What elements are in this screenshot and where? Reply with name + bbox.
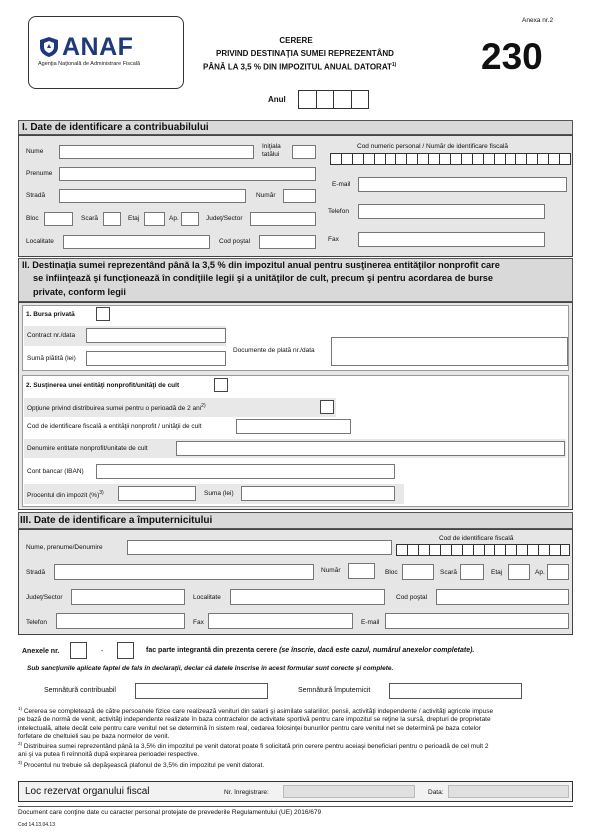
procent-label: Procentul din impozit (%)$^{3)}$ — [27, 490, 104, 500]
localitate-label: Localitate — [26, 238, 54, 245]
iban-field[interactable] — [96, 464, 395, 479]
cod-postal-label: Cod poştal — [219, 238, 251, 245]
note-2: $^{2)}$ Distribuirea sumei reprezentând până la 3,5% din impozitul pe venit datorat poate fi solicitată prin cerere pentru aceiaşi beneficiari pentru o perioadă de cel mult 2 ani şi va putea fi reînnoită după expirarea perioadei respective. — [18, 741, 489, 759]
section-3-title: III. Date de identificare a împuternicitului — [20, 515, 213, 526]
semnatura-imputernicit-label: Semnătură împuternicit — [298, 687, 371, 694]
suma-label: Suma (lei) — [204, 490, 234, 497]
year-input[interactable] — [298, 90, 369, 109]
email-label: E-mail — [332, 181, 351, 188]
imp-cif-boxes[interactable] — [396, 544, 570, 556]
logo-subtitle: Agenţia Naţională de Administrare Fiscală — [38, 61, 141, 67]
sanctiuni-text: Sub sancţiunile aplicate faptei de fals în declaraţii, declar că datele înscrise în acest formular sunt corecte şi complete. — [27, 665, 394, 672]
imp-fax-field[interactable] — [208, 613, 353, 629]
bursa-label: 1. Bursa privată — [26, 311, 75, 318]
imp-bloc-field[interactable] — [402, 564, 434, 580]
procent-field[interactable] — [118, 486, 196, 501]
iban-label: Cont bancar (IBAN) — [27, 468, 84, 475]
cnp-boxes[interactable] — [330, 153, 571, 165]
documente-label: Documente de plată nr./data — [233, 347, 315, 354]
suma-platita-label: Sumă plătită (lei) — [27, 355, 76, 362]
semnatura-contribuabil-label: Semnătură contribuabil — [44, 687, 116, 694]
imp-etaj-label: Etaj — [491, 569, 503, 576]
semnatura-contribuabil-field[interactable] — [135, 683, 268, 699]
etaj-field[interactable] — [144, 212, 165, 226]
section-2-title-1: II. Destinaţia sumei reprezentând până la 3,5 % din impozitul anual pentru susţinerea entităţilor nonprofit care — [22, 260, 500, 270]
imp-email-field[interactable] — [385, 613, 569, 629]
footer-rule — [18, 806, 573, 807]
year-label: Anul — [268, 95, 286, 104]
ap-field[interactable] — [181, 212, 199, 226]
ap-label: Ap. — [169, 215, 179, 222]
fac-parte-text: fac parte integrantă din prezenta cerere (se înscrie, dacă este cazul, numărul anexelor completate). — [146, 647, 475, 654]
title-line-2: PRIVIND DESTINAŢIA SUMEI REPREZENTÂND — [216, 49, 394, 58]
denumire-label: Denumire entitate nonprofit/unitate de cult — [27, 445, 148, 452]
cod-id-field[interactable] — [236, 419, 351, 434]
anexele-from-field[interactable] — [70, 642, 87, 659]
imp-localitate-label: Localitate — [193, 594, 221, 601]
imp-cod-postal-field[interactable] — [436, 589, 569, 605]
initiala-label: Iniţiala — [262, 143, 281, 150]
prenume-label: Prenume — [26, 170, 53, 177]
imp-judet-field[interactable] — [71, 589, 185, 605]
imp-localitate-field[interactable] — [230, 589, 385, 605]
imp-scara-field[interactable] — [460, 564, 484, 580]
fax-field[interactable] — [358, 232, 545, 247]
bloc-field[interactable] — [44, 212, 73, 226]
bloc-label: Bloc — [26, 215, 39, 222]
imp-fax-label: Fax — [193, 619, 204, 626]
bursa-checkbox[interactable] — [96, 307, 110, 321]
sustinere-checkbox[interactable] — [214, 378, 228, 392]
semnatura-imputernicit-field[interactable] — [389, 683, 522, 699]
imp-cif-label: Cod de identificare fiscală — [439, 535, 514, 542]
denumire-field[interactable] — [176, 441, 565, 456]
form-code: Cod 14.13.04.13 — [18, 822, 55, 828]
prenume-field[interactable] — [59, 167, 316, 181]
imp-cod-postal-label: Cod poştal — [396, 594, 428, 601]
sustinere-label: 2. Susţinerea unei entităţi nonprofit/unităţi de cult — [26, 382, 180, 389]
note-3: $^{3)}$ Procentul nu trebuie să depăşească plafonul de 3,5% din impozitul pe venit datorat. — [18, 760, 265, 770]
form-number: 230 — [481, 36, 543, 77]
anaf-logo-icon — [38, 36, 60, 58]
localitate-field[interactable] — [63, 235, 210, 249]
strada-field[interactable] — [59, 189, 246, 203]
anexele-to-field[interactable] — [117, 642, 134, 659]
note-1: $^{1)}$ Cererea se completează de către persoanele fizice care realizează venituri din salarii şi asimilate salariilor, pensii, activităţi independente / activităţi agricole impuse pe bază de normă de venit, activităţi independente realizate în baza contractelor de activitate sportivă pentru care impozitul se reţine la sursă, drepturi de proprietate intelectuală, altele decât cele pentru care venitul net se determină în sistem real, cedarea folosinţei bunurilor pentru care venitul net se determină pe baza cotelor forfetare de cheltuieli sau pe baza normelor de venit. — [18, 706, 494, 740]
section-2-title-3: private, conform legii — [33, 287, 126, 297]
anexele-label: Anexele nr. — [22, 648, 60, 655]
logo-text: ANAF — [62, 33, 134, 61]
imp-etaj-field[interactable] — [508, 564, 530, 580]
loc-rezervat-label: Loc rezervat organului fiscal — [25, 786, 150, 797]
imp-numar-field[interactable] — [348, 563, 375, 579]
imp-numar-label: Număr — [321, 567, 341, 574]
section-2-title-2: se înfiinţează şi funcţionează în condiţiile legii şi a unităţilor de cult, precum şi pentru acordarea de burse — [33, 273, 493, 283]
cod-postal-field[interactable] — [259, 235, 316, 249]
cnp-label: Cod numeric personal / Număr de identificare fiscală — [357, 143, 509, 150]
strada-label: Stradă — [26, 192, 46, 199]
title-line-3: PÂNĂ LA 3,5 % DIN IMPOZITUL ANUAL DATORAT$^{1)}$ — [203, 62, 397, 72]
telefon-label: Telefon — [328, 208, 349, 215]
imp-ap-field[interactable] — [547, 564, 569, 580]
optiune-checkbox[interactable] — [320, 400, 334, 414]
email-field[interactable] — [358, 177, 567, 192]
optiune-label: Opţiune privind distribuirea sumei pentru o perioadă de 2 ani$^{2)}$ — [27, 403, 206, 413]
tatalui-label: tatălui — [262, 151, 280, 158]
judet-field[interactable] — [250, 212, 316, 226]
data-field — [448, 785, 569, 798]
imp-telefon-field[interactable] — [56, 613, 185, 629]
telefon-field[interactable] — [358, 204, 545, 219]
nr-inregistrare-field — [283, 785, 415, 798]
numar-field[interactable] — [283, 189, 316, 203]
judet-label: Judeţ/Sector — [206, 215, 243, 222]
initiala-field[interactable] — [292, 145, 316, 159]
fax-label: Fax — [328, 236, 339, 243]
imp-email-label: E-mail — [361, 619, 380, 626]
imp-strada-field[interactable] — [54, 564, 314, 580]
numar-label: Număr — [256, 192, 276, 199]
anexele-dash: - — [101, 648, 104, 655]
nume-label: Nume — [26, 148, 44, 155]
imp-scara-label: Scară — [440, 569, 457, 576]
imp-judet-label: Judeţ/Sector — [26, 594, 63, 601]
contract-label: Contract nr./data — [27, 332, 76, 339]
cod-id-label: Cod de identificare fiscală a entităţii nonprofit / unităţii de cult — [27, 423, 202, 430]
imp-telefon-label: Telefon — [26, 619, 47, 626]
contract-field[interactable] — [86, 328, 226, 343]
scara-field[interactable] — [103, 212, 121, 226]
annex-label: Anexa nr.2 — [522, 17, 554, 24]
documente-field[interactable] — [331, 337, 568, 366]
gdpr-text: Document care conţine date cu caracter personal protejate de prevederile Regulamentului (UE) 2016/679 — [18, 809, 322, 816]
imp-bloc-label: Bloc — [385, 569, 398, 576]
imp-nume-field[interactable] — [127, 540, 392, 555]
etaj-label: Etaj — [128, 215, 140, 222]
suma-field[interactable] — [241, 486, 395, 501]
imp-nume-label: Nume, prenume/Denumire — [26, 544, 103, 551]
imp-strada-label: Stradă — [26, 569, 46, 576]
nr-inregistrare-label: Nr. înregistrare: — [224, 789, 269, 796]
title-line-1: CERERE — [279, 36, 313, 45]
section-1-title: I. Date de identificare a contribuabilului — [22, 122, 209, 133]
data-label: Data: — [428, 789, 444, 796]
scara-label: Scară — [81, 215, 98, 222]
nume-field[interactable] — [59, 145, 254, 159]
imp-ap-label: Ap. — [535, 569, 545, 576]
suma-platita-field[interactable] — [86, 351, 226, 366]
